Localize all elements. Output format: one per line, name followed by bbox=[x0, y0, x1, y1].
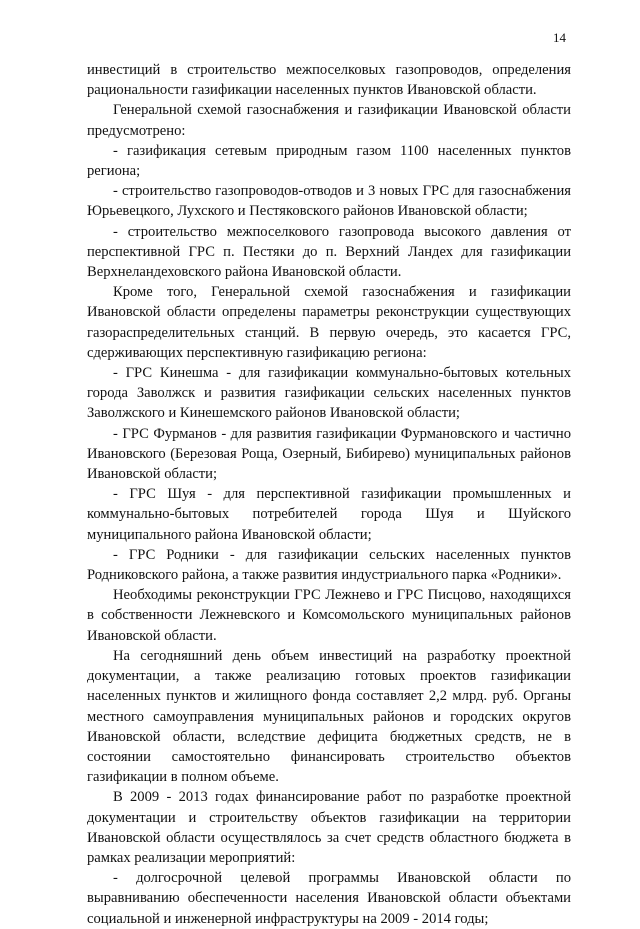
paragraph-reconstruction: Кроме того, Генеральной схемой газоснабжения и газификации Ивановской области определены параметры реконструкции существующих газораспределительных станций. В первую очередь, это касается ГРС, сдерживающих перспективную газификацию региона: bbox=[87, 284, 571, 361]
list-item-target-program: - долгосрочной целевой программы Ивановской области по выравниванию обеспеченности населения Ивановской области объектами социальной и инженерной инфраструктуры на 2009 - 2014 годы; bbox=[87, 870, 571, 927]
list-item-pipelines: - строительство газопроводов-отводов и 3 новых ГРС для газоснабжения Юрьевецкого, Лухского и Пестяковского районов Ивановской области; bbox=[87, 183, 571, 220]
list-item-high-pressure: - строительство межпоселкового газопровода высокого давления от перспективной ГРС п. Пестяки до п. Верхний Ландех для газификации Верхнеландеховского района Ивановской области. bbox=[87, 223, 571, 281]
list-item-grs-shuya: - ГРС Шуя - для перспективной газификации промышленных и коммунально-бытовых потребителей города Шуя и Шуйского муниципального района Ивановской области; bbox=[87, 486, 571, 543]
paragraph-scheme-intro: Генеральной схемой газоснабжения и газификации Ивановской области предусмотрено: bbox=[87, 102, 571, 139]
paragraph-continuation: инвестиций в строительство межпоселковых газопроводов, определения рациональности газификации населенных пунктов Ивановской области. bbox=[87, 62, 571, 99]
list-item-grs-kineshma: - ГРС Кинешма - для газификации коммунально-бытовых котельных города Заволжск и развития газификации сельских населенных пунктов Заволжского и Кинешемского районов Ивановской области; bbox=[87, 365, 571, 422]
list-item-gasification: - газификация сетевым природным газом 1100 населенных пунктов региона; bbox=[87, 142, 571, 180]
page-number: 14 bbox=[553, 30, 566, 45]
document-body bbox=[87, 60, 571, 929]
paragraph-financing: В 2009 - 2013 годах финансирование работ по разработке проектной документации и строительству объектов газификации на территории Ивановской области осуществлялось за счет средств областного бюджета в рамках реализации мероприятий: bbox=[87, 789, 571, 866]
list-item-grs-furmanov: - ГРС Фурманов - для развития газификации Фурмановского и частично Ивановского (Березовая Роща, Озерный, Бибирево) муниципальных районов Ивановской области; bbox=[87, 425, 571, 483]
paragraph-investment: На сегодняшний день объем инвестиций на разработку проектной документации, а также реализацию готовых проектов газификации населенных пунктов и жилищного фонда составляет 2,2 млрд. руб. Органы местного самоуправления муниципальных районов и городских округов Ивановской области, вследствие дефицита бюджетных средств, не в состоянии самостоятельно финансировать строительство объектов газификации в полном объеме. bbox=[87, 647, 571, 786]
paragraph-required-reconstruction: Необходимы реконструкции ГРС Лежнево и ГРС Писцово, находящихся в собственности Лежневского и Комсомольского муниципальных районов Ивановской области. bbox=[87, 587, 571, 644]
list-item-grs-rodniki: - ГРС Родники - для газификации сельских населенных пунктов Родниковского района, а также развития индустриального парка «Родники». bbox=[87, 546, 571, 584]
